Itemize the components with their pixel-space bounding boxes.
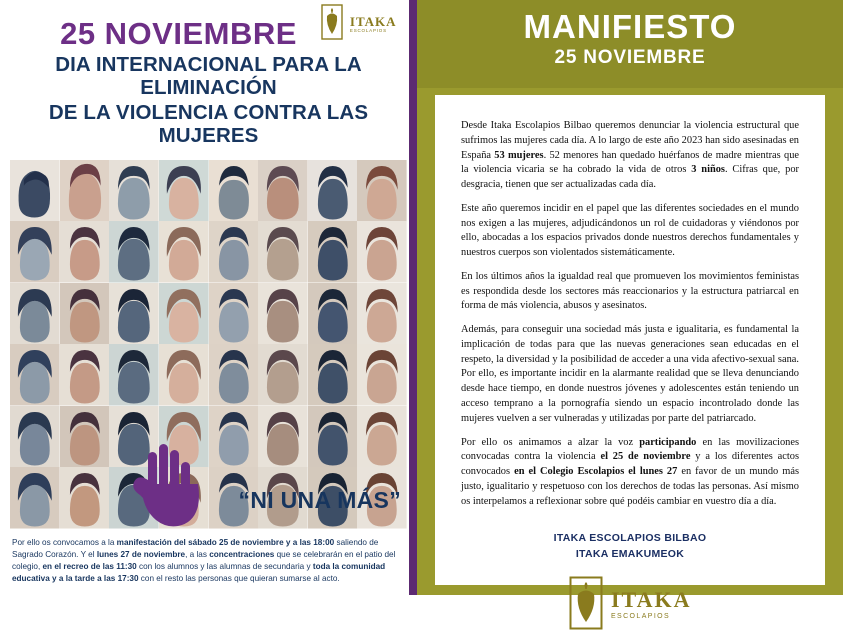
poster-header	[0, 0, 417, 152]
manifesto-header-band	[417, 0, 843, 88]
manifesto-paragraph: Este año queremos incidir en el papel que las diferentes sociedades en el mundo nos exigen a las mujeres, adjudicándonos un rol de cuidadoras y viéndonos por ello, abocadas a los espacios privados donde nuestros derechos fundamentales y nuestros cuerpos son violentados sistemáticamente.	[461, 202, 799, 259]
face-silhouette	[209, 160, 259, 222]
face-silhouette	[60, 160, 110, 222]
manifesto-paragraph: Por ello os animamos a alzar la voz participando en las movilizaciones convocadas contra la violencia el 25 de noviembre y a los diferentes actos convocados en el Colegio Escolapios el lunes 27 en favor de un mundo más justo, igualitario y respetuoso con los derechos de todas las personas. Así mismo os interpelamos a reflexionar sobre qué podéis cambiar en vuestro día a día.	[461, 436, 799, 507]
itaka-logo-subtitle: ESCOLAPIOS	[610, 612, 671, 620]
footer-paragraph: Por ello os convocamos a la manifestación del sábado 25 de noviembre y a las 18:00 saliendo de Sagrado Corazón. Y el lunes 27 de noviembre, a las concentraciones que se celebrarán en el patio del colegio, en el recreo de las 11:30 con los alumnos y las alumnas de secundaria y toda la comunidad educativa y a la tarde a las 17:30 con el resto las personas que quieran sumarse al acto.	[12, 538, 396, 584]
face-silhouette	[209, 221, 259, 283]
face-silhouette	[109, 221, 159, 283]
face-silhouette	[308, 406, 358, 468]
manifesto-subtitle: 25 NOVIEMBRE	[554, 46, 706, 68]
face-silhouette	[308, 283, 358, 345]
face-silhouette	[209, 406, 259, 468]
poster-right-edge-bar	[409, 0, 417, 595]
manifesto-title: MANIFIESTO	[523, 8, 737, 45]
oil-lamp-icon	[569, 576, 603, 635]
faces-grid	[10, 160, 407, 528]
face-silhouette	[60, 344, 110, 406]
raised-hand-icon	[118, 436, 204, 540]
itaka-wordmark	[350, 15, 397, 34]
face-silhouette	[209, 283, 259, 345]
faces-illustration	[10, 160, 407, 528]
face-silhouette	[60, 221, 110, 283]
face-silhouette	[258, 344, 308, 406]
itaka-logo-group	[569, 576, 692, 635]
face-silhouette	[10, 467, 60, 529]
face-silhouette	[258, 406, 308, 468]
signature-line-1: ITAKA ESCOLAPIOS BILBAO	[553, 532, 707, 545]
face-silhouette	[159, 221, 209, 283]
face-silhouette	[308, 160, 358, 222]
face-silhouette	[258, 283, 308, 345]
face-silhouette	[357, 406, 407, 468]
face-silhouette	[60, 467, 110, 529]
itaka-logo-name: ITAKA	[610, 586, 692, 612]
signature-line-2: ITAKA EMAKUMEOK	[575, 547, 685, 560]
face-silhouette	[10, 283, 60, 345]
manifesto-signature	[461, 531, 799, 561]
face-silhouette	[10, 160, 60, 222]
face-silhouette	[109, 160, 159, 222]
manifesto-paragraph: En los últimos años la igualdad real que promueven los movimientos feministas es respondida desde los sectores más reaccionarios y la estructura patriarcal en forma de más violencia, abusos y asesinatos.	[461, 270, 799, 312]
face-silhouette	[308, 221, 358, 283]
itaka-logo-name: ITAKA	[349, 14, 397, 30]
manifesto-body-card	[435, 95, 825, 620]
manifesto-paragraph: Además, para conseguir una sociedad más justa e igualitaria, es fundamental la implicación de todas para que las nuevas generaciones sean educadas en el respeto, la diversidad y la posibilidad de acceder a una vida afectivo-sexual sana. Por ello, es importante incidir en la alarmante realidad que se lleva denunciando desde hace tiempo, en donde nuestros jóvenes y adolescentes están teniendo un acceso temprano a la pornografía siendo un espacio incontrolado donde las mujeres vuelven a ser vulneradas y utilizadas por parte del patriarcado.	[461, 324, 799, 424]
poster-footer-text	[0, 531, 417, 595]
manifesto-paragraph: Desde Itaka Escolapios Bilbao queremos denunciar la violencia estructural que sufrimos las mujeres cada día. A lo largo de este año 2023 han sido asesinadas en España 53 mujeres. 52 menores han quedado huérfanos de madre mientras que la violencia vicaria se ha cobrado la vida de otros 3 niños. Cifras que, por desgracia, tienen que ser actualizadas cada día.	[461, 120, 800, 191]
itaka-logo-top	[319, 4, 399, 45]
itaka-logo-bottom	[461, 576, 799, 635]
face-silhouette	[357, 221, 407, 283]
poster-date-heading: 25 NOVIEMBRE	[60, 16, 297, 51]
manifesto-panel	[417, 0, 843, 620]
face-silhouette	[357, 283, 407, 345]
face-silhouette	[10, 406, 60, 468]
poster-slogan: “NI UNA MÁS”	[238, 486, 401, 513]
face-silhouette	[60, 283, 110, 345]
poster-title-line2: DE LA VIOLENCIA CONTRA LAS MUJERES	[48, 100, 369, 147]
face-silhouette	[109, 283, 159, 345]
poster-title-line1: DIA INTERNACIONAL PARA LA ELIMINACIÓN	[55, 53, 362, 99]
face-silhouette	[209, 344, 259, 406]
oil-lamp-icon	[321, 4, 343, 45]
face-silhouette	[258, 160, 308, 222]
face-silhouette	[159, 283, 209, 345]
left-poster-panel	[0, 0, 417, 595]
face-silhouette	[357, 160, 407, 222]
face-silhouette	[159, 344, 209, 406]
face-silhouette	[308, 344, 358, 406]
face-silhouette	[159, 160, 209, 222]
face-silhouette	[10, 221, 60, 283]
face-silhouette	[258, 221, 308, 283]
face-silhouette	[109, 344, 159, 406]
itaka-wordmark	[610, 586, 692, 622]
face-silhouette	[60, 406, 110, 468]
itaka-logo-subtitle: ESCOLAPIOS	[349, 28, 387, 34]
face-silhouette	[357, 344, 407, 406]
face-silhouette	[10, 344, 60, 406]
